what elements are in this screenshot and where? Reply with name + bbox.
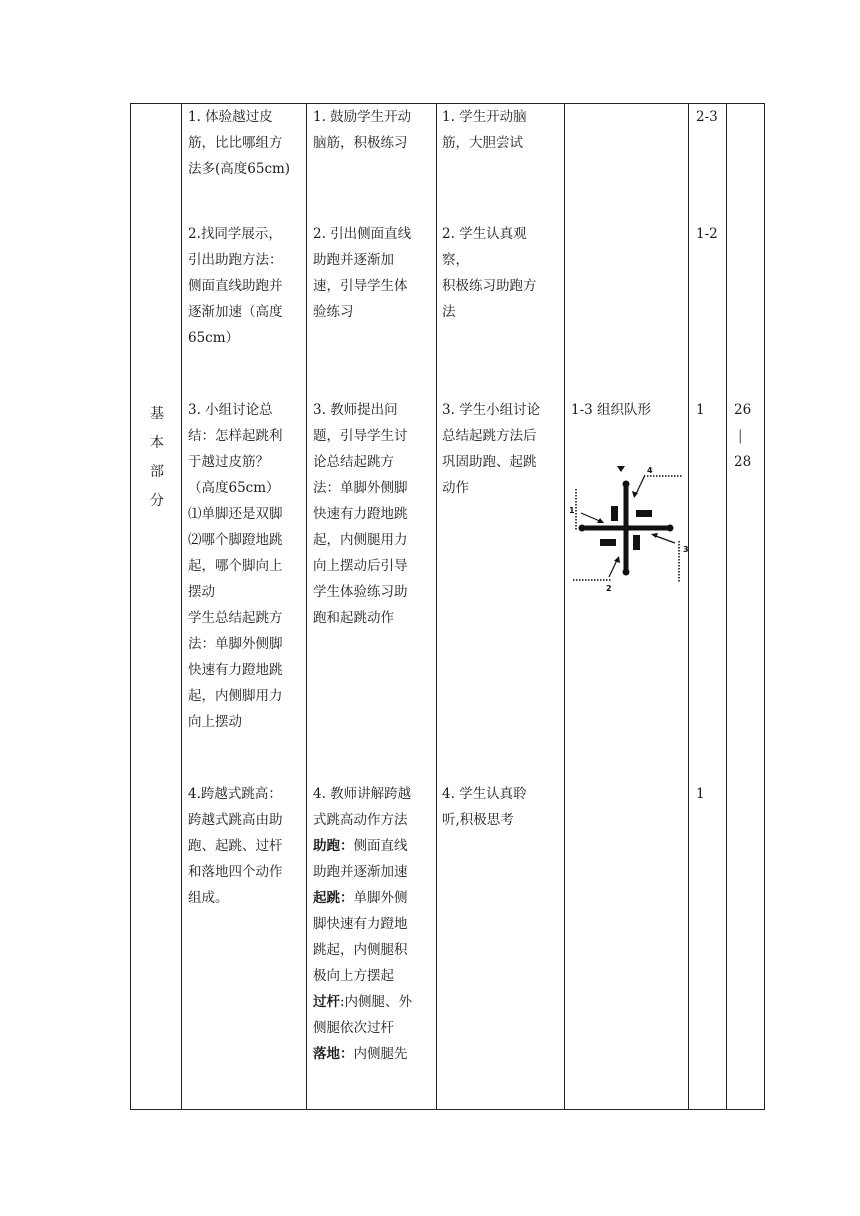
column-divider: [306, 104, 307, 1109]
mat: [633, 535, 640, 550]
teacher-item-4-intro: 4. 教师讲解跨越 式跳高动作方法: [313, 786, 412, 828]
section-char: 分: [150, 493, 164, 509]
diagram-label-1: 1: [569, 506, 575, 515]
arrow-head-icon: [614, 556, 620, 563]
times-item-1: 2-3: [696, 109, 718, 125]
column-divider: [564, 104, 565, 1109]
content-item-1: 1. 体验越过皮 筋，比比哪组方 法多(高度65cm): [188, 109, 291, 177]
duration-start: 26: [734, 402, 752, 418]
content-item-3: 3. 小组讨论总 结：怎样起跳利 于越过皮筋？ （高度65cm） ⑴单脚还是双脚 ⑵哪个脚蹬地跳 起，哪个脚向上 摆动 学生总结起跳方 法：单脚外侧脚 快速有力蹬地跳 起，内侧脚用力 向上摆动: [188, 402, 283, 730]
diagram-label-2: 2: [606, 584, 612, 593]
bar-text: :内侧腿、外 侧腿依次过杆: [313, 994, 413, 1036]
diagram-label-3: 3: [683, 545, 689, 554]
mat: [611, 506, 618, 521]
section-char: 本: [150, 435, 164, 451]
content-item-2: 2.找同学展示， 引出助跑方法： 侧面直线助跑并 逐渐加速（高度 65cm）: [188, 226, 283, 346]
run-label: 助跑：: [313, 838, 354, 854]
diagram-label-4: 4: [647, 466, 653, 475]
section-char: 部: [150, 464, 164, 480]
land-text: 内侧腿先: [353, 1046, 408, 1062]
student-item-1: 1. 学生开动脑 筋，大胆尝试: [442, 109, 527, 151]
student-item-3: 3. 学生小组讨论 总结起跳方法后 巩固助跑、起跳 动作: [442, 402, 541, 496]
arrow-head-icon: [651, 533, 658, 538]
teacher-marker-icon: [617, 466, 625, 472]
jump-text: 单脚外侧 脚快速有力蹬地 跳起，内侧腿积 极向上方摆起: [313, 890, 408, 984]
column-divider: [688, 104, 689, 1109]
jump-label: 起跳：: [313, 890, 354, 906]
student-item-4: 4. 学生认真聆 听,积极思考: [442, 786, 527, 828]
times-item-2: 1-2: [696, 226, 718, 242]
teacher-item-4-land: [313, 1041, 433, 1067]
bar-label: 过杆: [313, 994, 340, 1010]
teacher-item-4-run: [313, 833, 433, 885]
duration-cell: [734, 397, 762, 475]
formation-diagram: [569, 459, 691, 595]
section-char: 基: [150, 406, 164, 422]
duration-end: 28: [734, 454, 752, 470]
teacher-item-3: 3. 教师提出问 题，引导学生讨 论总结起跳方 法：单脚外侧脚 快速有力蹬地跳 起，内侧腿用力 向上摆动后引导 学生体验练习助 跑和起跳动作: [313, 402, 408, 626]
mat: [636, 510, 652, 517]
land-label: 落地：: [313, 1046, 354, 1062]
teacher-item-4-jump: [313, 885, 433, 989]
content-item-4: 4.跨越式跳高： 跨越式跳高由助 跑、起跳、过杆 和落地四个动作 组成。: [188, 786, 283, 906]
bar-end-dot: [579, 525, 586, 532]
teacher-item-4-bar: [313, 989, 433, 1041]
duration-separator: |: [738, 428, 743, 444]
times-item-4: 1: [696, 786, 705, 802]
bar-end-dot: [667, 525, 674, 532]
bar-end-dot: [623, 481, 630, 488]
mat: [600, 539, 616, 546]
times-item-3: 1: [696, 402, 705, 418]
column-divider: [181, 104, 182, 1109]
column-divider: [726, 104, 727, 1109]
teacher-item-4: [313, 781, 433, 1067]
organization-text: 1-3 组织队形: [571, 402, 652, 418]
run-text: 侧面直线 助跑并逐渐加速: [313, 838, 408, 880]
teacher-item-1: 1. 鼓励学生开动 脑筋，积极练习: [313, 109, 412, 151]
column-divider: [436, 104, 437, 1109]
bar-end-dot: [623, 569, 630, 576]
teacher-item-2: 2. 引出侧面直线 助跑并逐渐加 速，引导学生体 验练习: [313, 226, 412, 320]
section-label: [149, 400, 165, 516]
lesson-plan-table: [130, 103, 765, 1110]
student-item-2: 2. 学生认真观 察， 积极练习助跑方 法: [442, 226, 537, 320]
